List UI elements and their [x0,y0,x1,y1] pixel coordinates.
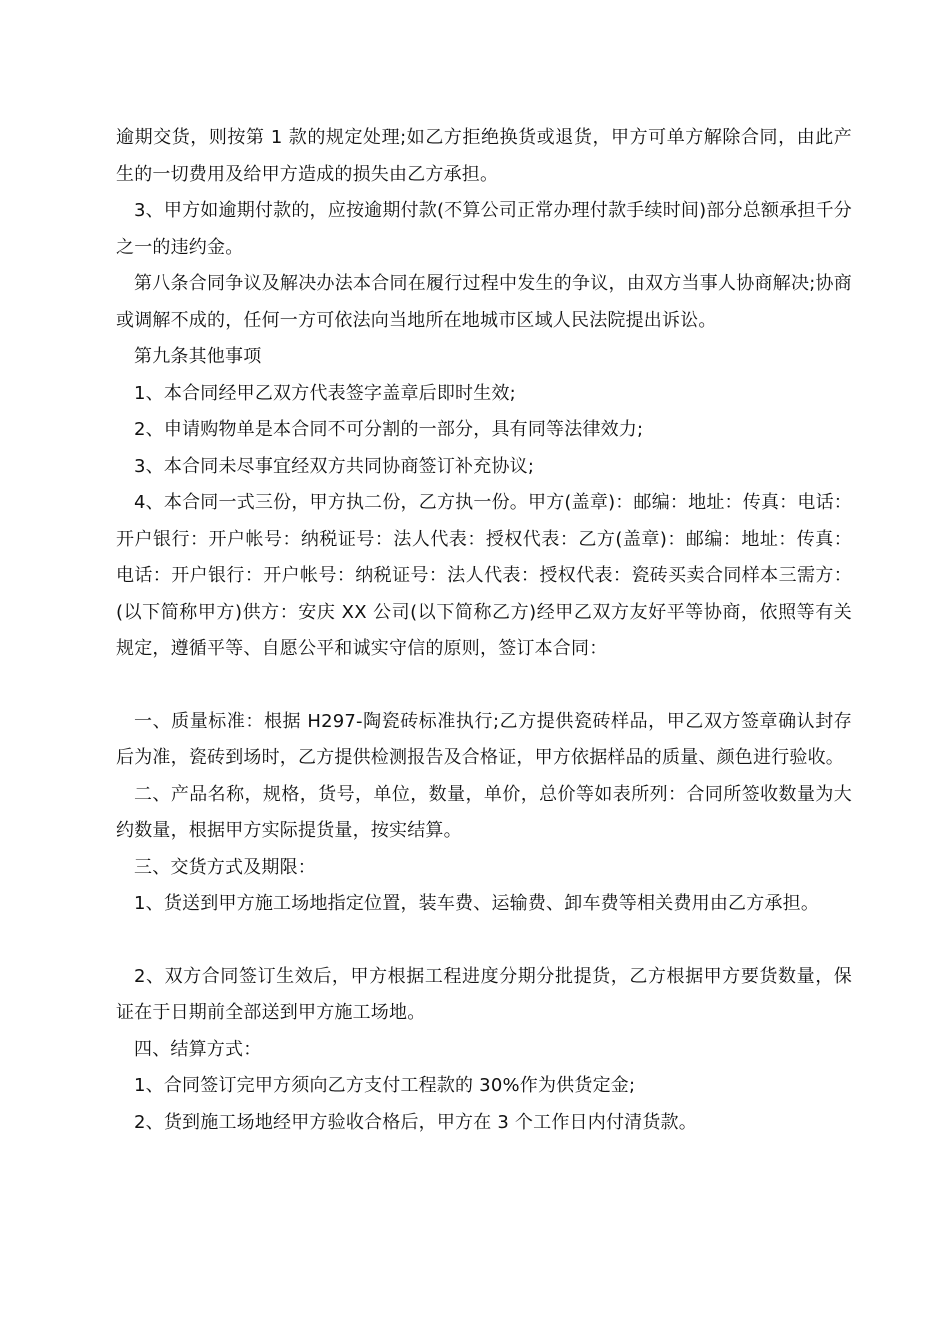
paragraph: 逾期交货，则按第 1 款的规定处理;如乙方拒绝换货或退货，甲方可单方解除合同，由此产生的一切费用及给甲方造成的损失由乙方承担。 [116,127,852,185]
paragraph: 3、甲方如逾期付款的，应按逾期付款(不算公司正常办理付款手续时间)部分总额承担千分之一的违约金。 [116,200,852,258]
paragraph: 2、双方合同签订生效后，甲方根据工程进度分期分批提货，乙方根据甲方要货数量，保证在于日期前全部送到甲方施工场地。 [116,965,852,1023]
section-heading: 四、结算方式： [134,1038,262,1060]
paragraph: 1、货送到甲方施工场地指定位置，装车费、运输费、卸车费等相关费用由乙方承担。 [134,893,820,914]
paragraph: 1、本合同经甲乙双方代表签字盖章后即时生效; [134,382,516,404]
paragraph: 2、货到施工场地经甲方验收合格后，甲方在 3 个工作日内付清货款。 [134,1111,697,1133]
paragraph: 一、质量标准：根据 H297-陶瓷砖标准执行;乙方提供瓷砖样品，甲乙双方签章确认封存后为准，瓷砖到场时，乙方提供检测报告及合格证，甲方依据样品的质量、颜色进行验收。 [116,710,852,768]
paragraph: 第八条合同争议及解决办法本合同在履行过程中发生的争议，由双方当事人协商解决;协商或调解不成的，任何一方可依法向当地所在地城市区域人民法院提出诉讼。 [116,273,852,331]
blank-line [116,668,852,704]
blank-line [116,923,852,959]
section-heading: 三、交货方式及期限： [134,856,316,878]
paragraph: 4、本合同一式三份，甲方执二份，乙方执一份。甲方(盖章)：邮编：地址：传真：电话：开户银行：开户帐号：纳税证号：法人代表：授权代表：乙方(盖章)：邮编：地址：传真：电话：开户银行：开户帐号：纳税证号：法人代表：授权代表：瓷砖买卖合同样本三需方：(以下简称甲方)供方：安庆 XX 公司(以下简称乙方)经甲乙双方友好平等协商，依照等有关规定，遵循平等、自愿公平和诚实守信的原则，签订本合同： [116,492,852,659]
paragraph: 二、产品名称，规格，货号，单位，数量，单价，总价等如表所列：合同所签收数量为大约数量，根据甲方实际提货量，按实结算。 [116,783,852,841]
paragraph: 2、申请购物单是本合同不可分割的一部分，具有同等法律效力; [134,419,644,440]
document-body [116,120,852,1141]
paragraph: 3、本合同未尽事宜经双方共同协商签订补充协议; [134,455,535,477]
section-heading: 第九条其他事项 [134,346,262,367]
paragraph: 1、合同签订完甲方须向乙方支付工程款的 30%作为供货定金; [134,1075,636,1096]
